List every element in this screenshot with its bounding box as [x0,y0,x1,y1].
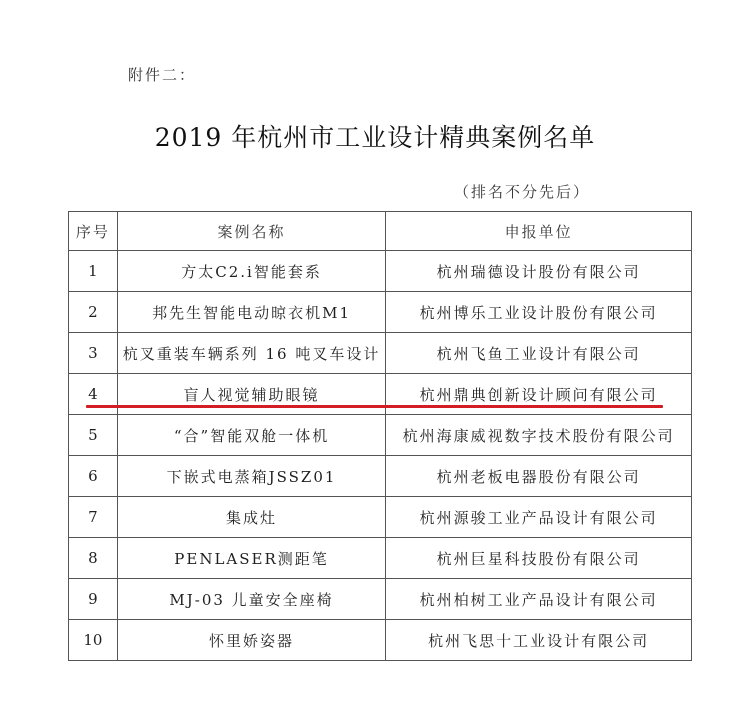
row-number: 5 [69,415,118,456]
row-number: 3 [69,333,118,374]
case-name: “合”智能双舱一体机 [117,415,385,456]
applicant-unit: 杭州巨星科技股份有限公司 [386,538,692,579]
applicant-unit: 杭州海康威视数字技术股份有限公司 [386,415,692,456]
applicant-unit: 杭州柏树工业产品设计有限公司 [386,579,692,620]
column-header-no: 序号 [69,212,118,251]
highlight-underline [86,405,663,408]
column-header-case-name: 案例名称 [117,212,385,251]
applicant-unit: 杭州博乐工业设计股份有限公司 [386,292,692,333]
column-header-applicant: 申报单位 [386,212,692,251]
case-name: 怀里娇姿器 [117,620,385,661]
applicant-unit: 杭州瑞德设计股份有限公司 [386,251,692,292]
row-number: 9 [69,579,118,620]
page-title: 2019 年杭州市工业设计精典案例名单 [154,123,596,152]
table-row [69,497,692,538]
row-number: 6 [69,456,118,497]
case-name: PENLASER测距笔 [117,538,385,579]
case-name: 邦先生智能电动晾衣机M1 [117,292,385,333]
case-name: 杭叉重装车辆系列 16 吨叉车设计 [117,333,385,374]
table-row [69,620,692,661]
attachment-label: 附件二： [128,66,197,84]
applicant-unit: 杭州飞思十工业设计有限公司 [386,620,692,661]
table-row [69,456,692,497]
row-number: 10 [69,620,118,661]
case-name: MJ-03 儿童安全座椅 [117,579,385,620]
row-number: 8 [69,538,118,579]
table-row [69,579,692,620]
case-name: 盲人视觉辅助眼镜 [117,374,385,415]
applicant-unit: 杭州鼎典创新设计顾问有限公司 [386,374,692,415]
row-number: 7 [69,497,118,538]
applicant-unit: 杭州源骏工业产品设计有限公司 [386,497,692,538]
case-name: 下嵌式电蒸箱JSSZ01 [117,456,385,497]
table-row [69,251,692,292]
case-name: 集成灶 [117,497,385,538]
table-row [69,538,692,579]
applicant-unit: 杭州飞鱼工业设计有限公司 [386,333,692,374]
case-name: 方太C2.i智能套系 [117,251,385,292]
table-row [69,333,692,374]
case-list-table [68,211,692,661]
applicant-unit: 杭州老板电器股份有限公司 [386,456,692,497]
row-number: 1 [69,251,118,292]
table-row [69,292,692,333]
row-number: 2 [69,292,118,333]
table-row [69,374,692,415]
row-number: 4 [69,374,118,415]
ranking-note: （排名不分先后） [454,183,591,201]
table-row [69,415,692,456]
table-header-row [69,212,692,251]
